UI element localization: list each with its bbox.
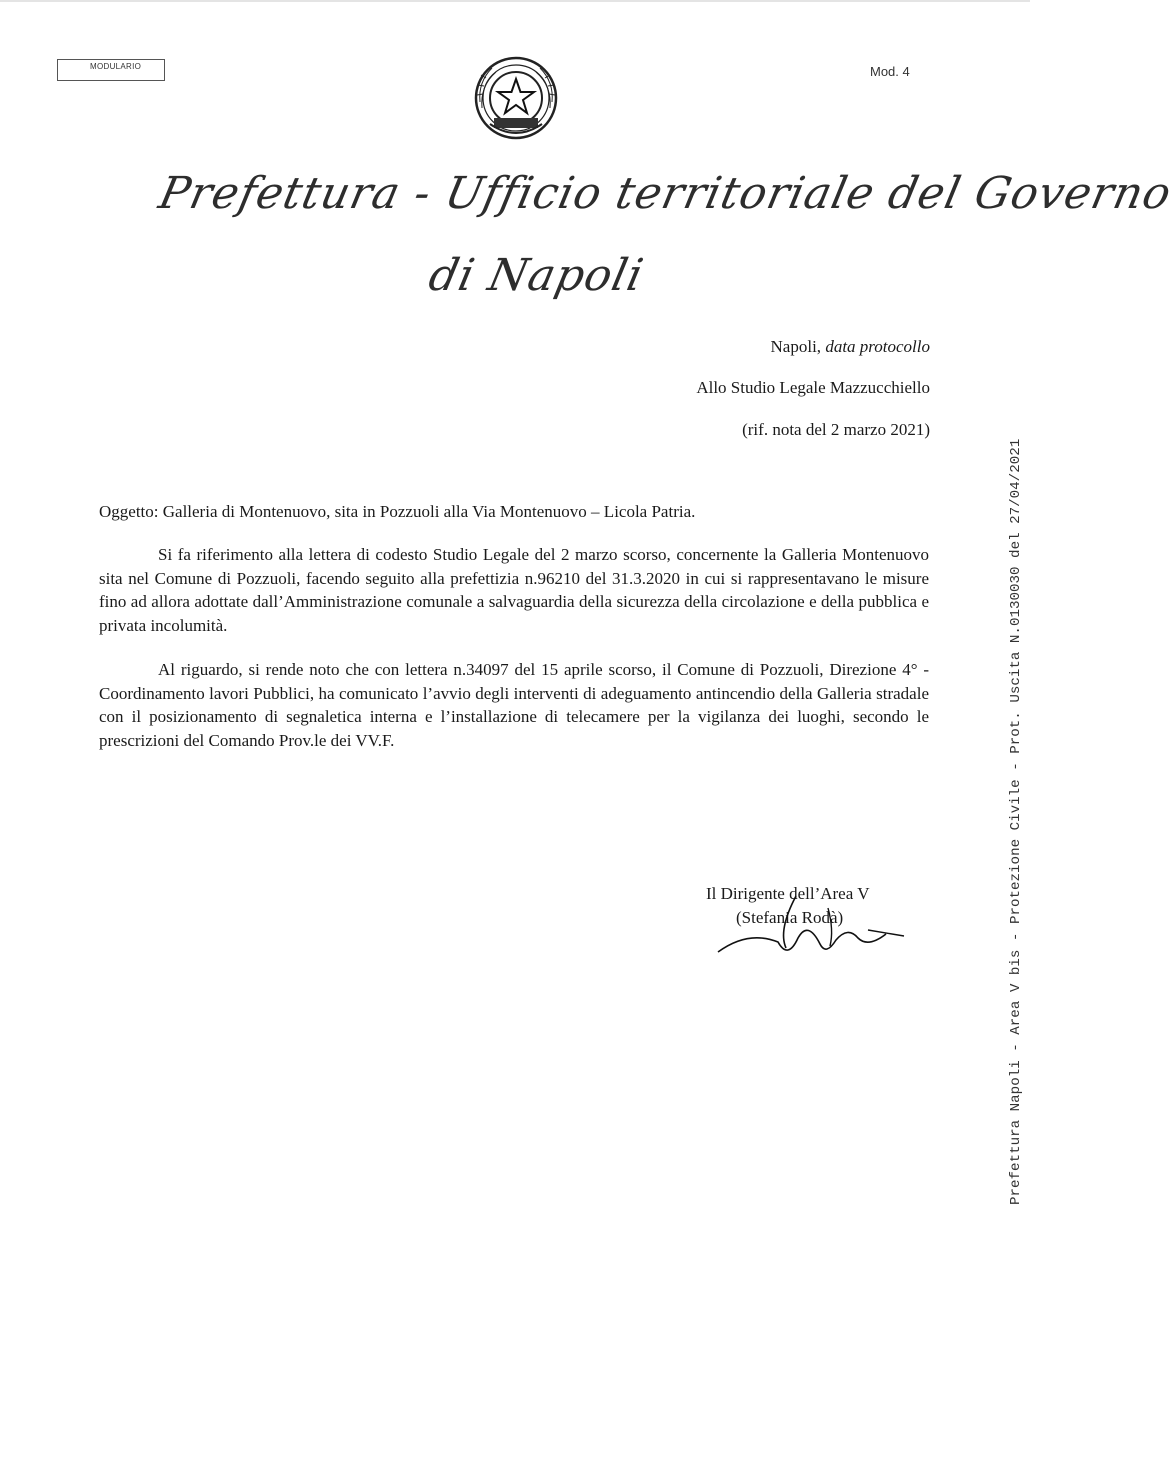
page-top-edge: [0, 0, 1030, 2]
modulario-box: [57, 59, 165, 81]
subject-line: Oggetto: Galleria di Montenuovo, sita in Pozzuoli alla Via Montenuovo – Licola Patria.: [99, 502, 696, 521]
form-code: Mod. 4: [870, 64, 910, 79]
recipient: Allo Studio Legale Mazzucchiello: [696, 378, 930, 397]
paragraph-text: Si fa riferimento alla lettera di codesto Studio Legale del 2 marzo scorso, concernente la Galleria Montenuovo sita nel Comune di Pozzuoli, facendo seguito alla prefettizia n.96210 del 31.3.2020 in cui si rappresentavano le misure fino ad allora adottate dall’Amministrazione comunale a salvaguardia della sicurezza della circolazione e della pubblica e privata incolumità.: [99, 545, 929, 635]
header-title: Prefettura - Ufficio territoriale del Governo: [154, 168, 1176, 219]
signatory-title: Il Dirigente dell’Area V: [706, 884, 870, 903]
body-paragraph-1: [99, 543, 929, 637]
paragraph-text: Al riguardo, si rende noto che con lettera n.34097 del 15 aprile scorso, il Comune di Pozzuoli, Direzione 4° - Coordinamento lavori Pubblici, ha comunicato l’avvio degli interventi di adeguamento antincendio della Galleria stradale con il posizionamento di segnaletica interna e l’installazione di telecamere per la vigilanza dei luoghi, secondo le prescrizioni del Comando Prov.le dei VV.F.: [99, 660, 929, 750]
repubblica-italiana-emblem-icon: [470, 52, 562, 144]
modulario-label: MODULARIO: [90, 62, 142, 71]
header-city: di Napoli: [424, 250, 649, 301]
protocol-stamp: Prefettura Napoli - Area V bis - Protezione Civile - Prot. Uscita N.0130030 del 27/04/2021: [1008, 438, 1024, 1205]
reference: (rif. nota del 2 marzo 2021): [742, 420, 930, 439]
place-date: [771, 337, 930, 357]
place: Napoli,: [770, 337, 822, 356]
handwritten-signature-icon: [708, 890, 908, 970]
body-paragraph-2: [99, 658, 929, 752]
signatory-name: (Stefania Rodà): [736, 908, 844, 927]
date-label: data protocollo: [825, 337, 930, 356]
